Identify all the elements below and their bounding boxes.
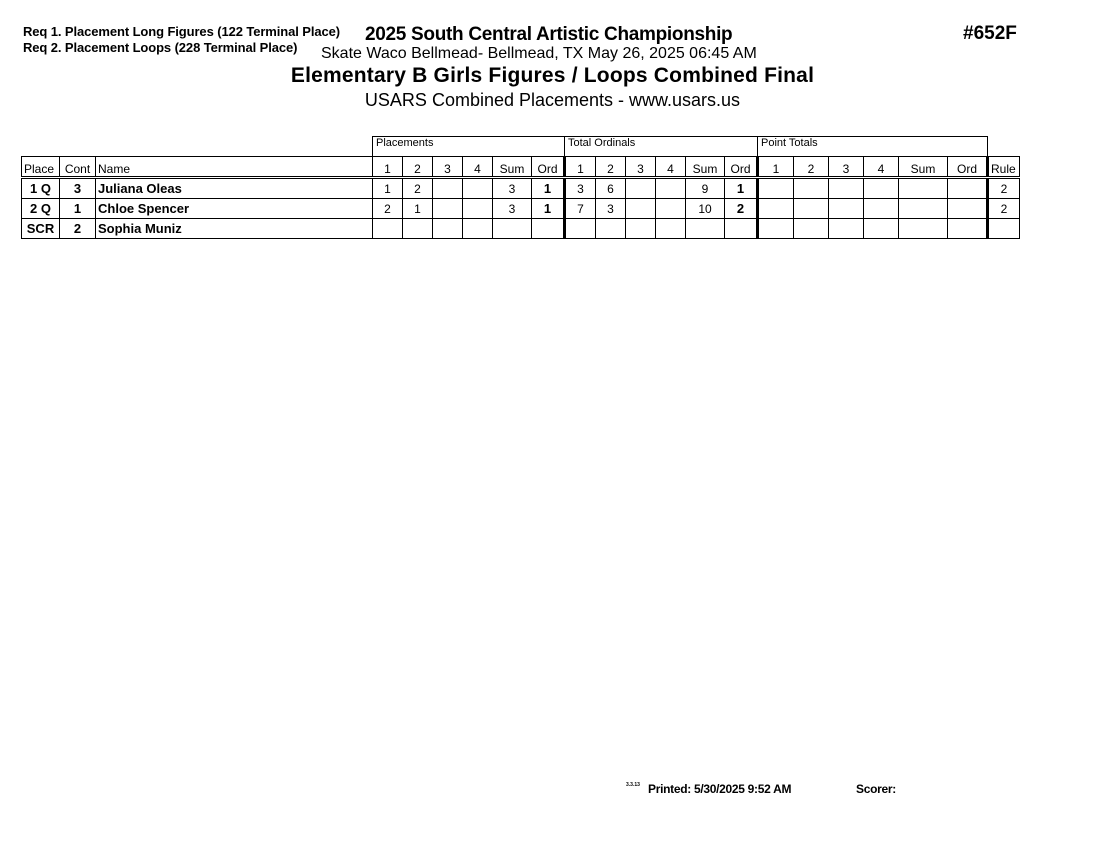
points-sum-cell — [899, 199, 948, 219]
competition-title: 2025 South Central Artistic Championship — [365, 24, 733, 45]
col-ordinal-ord: Ord — [725, 157, 758, 178]
points-ord-cell — [948, 178, 988, 199]
col-placement-4: 4 — [463, 157, 493, 178]
ordinal-3-cell — [626, 219, 656, 239]
col-place: Place — [22, 157, 60, 178]
placement-sum-cell — [493, 219, 532, 239]
cont-cell: 2 — [60, 219, 96, 239]
place-cell: 2 Q — [22, 199, 60, 219]
col-ordinal-sum: Sum — [686, 157, 725, 178]
col-points-2: 2 — [794, 157, 829, 178]
ordinal-sum-cell: 10 — [686, 199, 725, 219]
points-3-cell — [829, 178, 864, 199]
placement-ord-cell — [532, 219, 565, 239]
col-points-ord: Ord — [948, 157, 988, 178]
group-total-ordinals: Total Ordinals — [565, 137, 758, 157]
placement-4-cell — [463, 219, 493, 239]
points-4-cell — [864, 199, 899, 219]
placement-3-cell — [433, 178, 463, 199]
group-spacer — [22, 137, 373, 157]
rule-cell — [988, 219, 1020, 239]
name-cell: Juliana Oleas — [96, 178, 373, 199]
name-cell: Chloe Spencer — [96, 199, 373, 219]
ordinal-3-cell — [626, 199, 656, 219]
points-1-cell — [758, 199, 794, 219]
col-placement-3: 3 — [433, 157, 463, 178]
col-points-4: 4 — [864, 157, 899, 178]
group-spacer — [988, 137, 1020, 157]
placement-2-cell — [403, 219, 433, 239]
points-3-cell — [829, 219, 864, 239]
version-label: 3.3.13 — [626, 782, 640, 788]
printed-timestamp: Printed: 5/30/2025 9:52 AM — [648, 782, 792, 796]
place-cell: 1 Q — [22, 178, 60, 199]
event-number: #652F — [963, 23, 1017, 44]
col-ordinal-2: 2 — [596, 157, 626, 178]
ordinal-3-cell — [626, 178, 656, 199]
placement-2-cell: 2 — [403, 178, 433, 199]
placement-1-cell: 2 — [373, 199, 403, 219]
group-placements: Placements — [373, 137, 565, 157]
points-1-cell — [758, 219, 794, 239]
results-table — [21, 136, 1020, 239]
name-cell: Sophia Muniz — [96, 219, 373, 239]
table-row — [22, 178, 1020, 199]
group-point-totals: Point Totals — [758, 137, 988, 157]
ordinal-4-cell — [656, 178, 686, 199]
ordinal-sum-cell — [686, 219, 725, 239]
scorer-label: Scorer: — [856, 782, 896, 796]
placement-4-cell — [463, 178, 493, 199]
ordinal-4-cell — [656, 199, 686, 219]
points-1-cell — [758, 178, 794, 199]
points-ord-cell — [948, 199, 988, 219]
requirement-2: Req 2. Placement Loops (228 Terminal Place) — [23, 40, 298, 55]
col-points-3: 3 — [829, 157, 864, 178]
ordinal-2-cell: 3 — [596, 199, 626, 219]
placement-1-cell — [373, 219, 403, 239]
col-placement-ord: Ord — [532, 157, 565, 178]
placement-ord-cell: 1 — [532, 199, 565, 219]
rule-cell: 2 — [988, 178, 1020, 199]
requirement-1: Req 1. Placement Long Figures (122 Terminal Place) — [23, 24, 340, 39]
col-placement-2: 2 — [403, 157, 433, 178]
placement-1-cell: 1 — [373, 178, 403, 199]
cont-cell: 3 — [60, 178, 96, 199]
placement-ord-cell: 1 — [532, 178, 565, 199]
col-placement-1: 1 — [373, 157, 403, 178]
ordinal-4-cell — [656, 219, 686, 239]
column-header-row — [22, 157, 1020, 178]
ordinal-ord-cell: 1 — [725, 178, 758, 199]
points-2-cell — [794, 178, 829, 199]
table-row — [22, 219, 1020, 239]
placement-2-cell: 1 — [403, 199, 433, 219]
col-placement-sum: Sum — [493, 157, 532, 178]
col-ordinal-1: 1 — [565, 157, 596, 178]
col-points-sum: Sum — [899, 157, 948, 178]
points-4-cell — [864, 219, 899, 239]
ordinal-1-cell: 7 — [565, 199, 596, 219]
placement-sum-cell: 3 — [493, 199, 532, 219]
table-row — [22, 199, 1020, 219]
points-sum-cell — [899, 178, 948, 199]
place-cell: SCR — [22, 219, 60, 239]
col-cont: Cont — [60, 157, 96, 178]
col-ordinal-4: 4 — [656, 157, 686, 178]
points-sum-cell — [899, 219, 948, 239]
event-title: Elementary B Girls Figures / Loops Combined Final — [290, 64, 815, 87]
col-ordinal-3: 3 — [626, 157, 656, 178]
points-3-cell — [829, 199, 864, 219]
venue-line: Skate Waco Bellmead- Bellmead, TX May 26, 2025 06:45 AM — [321, 45, 757, 62]
placement-sum-cell: 3 — [493, 178, 532, 199]
points-ord-cell — [948, 219, 988, 239]
cont-cell: 1 — [60, 199, 96, 219]
col-rule: Rule — [988, 157, 1020, 178]
ordinal-1-cell — [565, 219, 596, 239]
rule-cell: 2 — [988, 199, 1020, 219]
points-2-cell — [794, 199, 829, 219]
ordinal-2-cell — [596, 219, 626, 239]
ordinal-ord-cell: 2 — [725, 199, 758, 219]
placement-3-cell — [433, 219, 463, 239]
points-2-cell — [794, 219, 829, 239]
col-points-1: 1 — [758, 157, 794, 178]
ordinal-1-cell: 3 — [565, 178, 596, 199]
points-4-cell — [864, 178, 899, 199]
event-subtitle: USARS Combined Placements - www.usars.us — [364, 90, 741, 110]
group-header-row — [22, 137, 1020, 157]
placement-4-cell — [463, 199, 493, 219]
placement-3-cell — [433, 199, 463, 219]
ordinal-2-cell: 6 — [596, 178, 626, 199]
col-name: Name — [96, 157, 373, 178]
ordinal-sum-cell: 9 — [686, 178, 725, 199]
ordinal-ord-cell — [725, 219, 758, 239]
